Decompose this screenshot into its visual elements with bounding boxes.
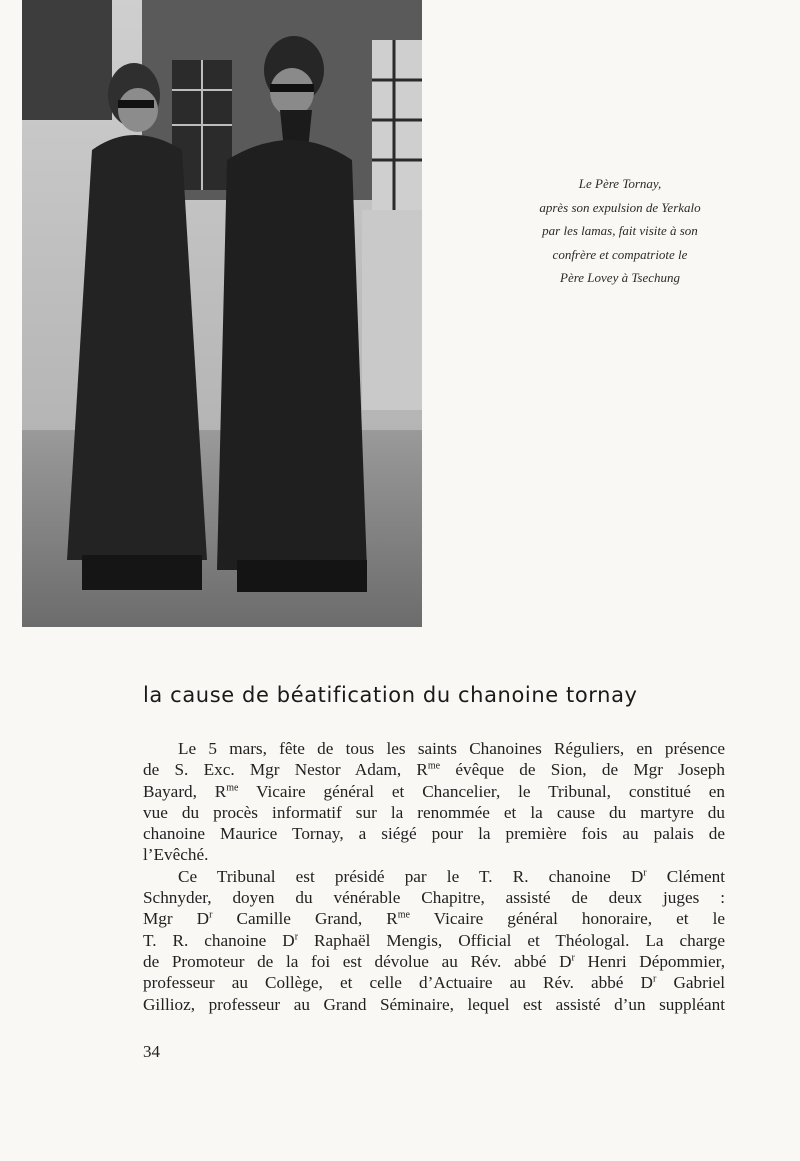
caption-line: Père Lovey à Tsechung	[560, 270, 680, 285]
text-line: Gillioz, professeur au Grand Séminaire, lequel est assisté d’un suppléant	[143, 994, 725, 1014]
text-line: Schnyder, doyen du vénérable Chapitre, assisté de deux juges :	[143, 888, 725, 908]
photograph	[22, 0, 422, 627]
article-heading: la cause de béatification du chanoine tornay	[143, 683, 638, 707]
text-line: Le 5 mars, fête de tous les saints Chanoines Réguliers, en présence	[178, 739, 725, 758]
text-line: l’Evêché.	[143, 845, 209, 865]
text-line: de Promoteur de la foi est dévolue au Rév. abbé $D^r$ Henri Dépommier,	[143, 951, 725, 971]
text-line: de S. Exc. Mgr Nestor Adam, $R^{me}$ évêque de Sion, de Mgr Joseph	[143, 760, 725, 780]
text-line: professeur au Collège, et celle d’Actuaire au Rév. abbé $D^r$ Gabriel	[143, 973, 725, 993]
text-line: chanoine Maurice Tornay, a siégé pour la première fois au palais de	[143, 824, 725, 844]
text-line: vue du procès informatif sur la renommée et la cause du martyre du	[143, 802, 725, 822]
caption-line: Le Père Tornay,	[578, 176, 662, 191]
caption-line: confrère et compatriote le	[552, 246, 688, 262]
text-line: T. R. chanoine $D^r$ Raphaël Mengis, Official et Théologal. La charge	[143, 930, 725, 950]
text-line: Bayard, $R^{me}$ Vicaire général et Chancelier, le Tribunal, constitué en	[143, 781, 725, 801]
caption-line: après son expulsion de Yerkalo	[539, 199, 701, 215]
page-number: 34	[143, 1042, 160, 1061]
article-body	[143, 738, 725, 1015]
photograph-two-priests-icon	[22, 0, 422, 627]
caption-line: par les lamas, fait visite à son	[542, 223, 698, 238]
photo-caption	[480, 172, 760, 290]
text-line: Ce Tribunal est présidé par le T. R. chanoine $D^r$ Clément	[178, 866, 725, 886]
text-line: Mgr $D^r$ Camille Grand, $R^{me}$ Vicaire général honoraire, et le	[143, 909, 725, 929]
